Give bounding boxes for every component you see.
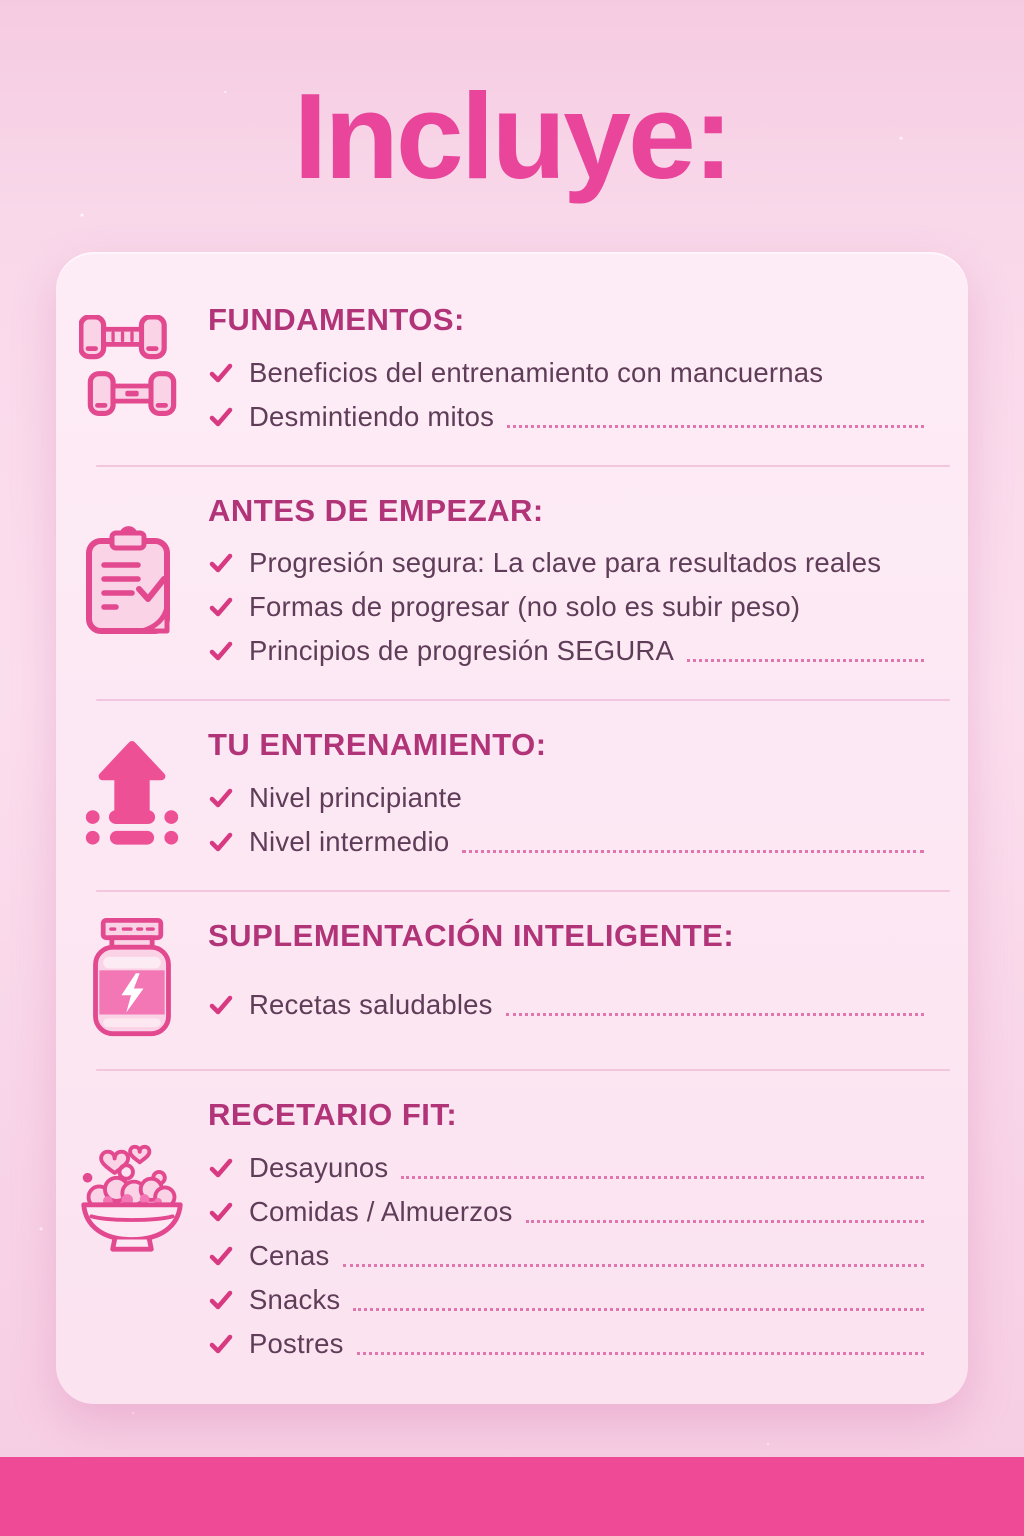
dotted-leader	[462, 850, 924, 853]
checklist	[208, 776, 930, 864]
dotted-leader	[506, 1013, 924, 1016]
section-suplementacion	[56, 892, 968, 1069]
footer-bar	[0, 1457, 1024, 1536]
checklist-item	[208, 351, 930, 395]
checklist-item-label: Desayunos	[249, 1151, 389, 1183]
checklist-item-label: Recetas saludables	[249, 988, 493, 1020]
checklist-item	[208, 1278, 930, 1322]
checklist-item-label: Comidas / Almuerzos	[249, 1195, 513, 1227]
checklist	[208, 541, 930, 673]
check-icon	[208, 785, 234, 811]
checklist-item	[208, 1190, 930, 1234]
checklist-item-label: Cenas	[249, 1239, 330, 1271]
dotted-leader	[687, 659, 924, 662]
section-antes-de-empezar	[56, 467, 968, 700]
check-icon	[208, 829, 234, 855]
check-icon	[208, 992, 234, 1018]
checklist	[208, 351, 930, 439]
checklist-item-label: Formas de progresar (no solo es subir peso)	[249, 591, 801, 623]
checklist-item-label: Postres	[249, 1327, 344, 1359]
checklist-item	[208, 820, 930, 864]
dotted-leader	[401, 1176, 924, 1179]
check-icon	[208, 404, 234, 430]
check-icon	[208, 1155, 234, 1181]
section-title: ANTES DE EMPEZAR:	[208, 492, 544, 528]
clipboard-checklist-icon	[82, 525, 182, 642]
dotted-leader	[507, 425, 924, 428]
checklist-item-label: Snacks	[249, 1283, 341, 1315]
dotted-leader	[343, 1264, 925, 1267]
checklist-item-label: Nivel intermedio	[249, 826, 450, 858]
check-icon	[208, 1243, 234, 1269]
checklist-item-label: Nivel principiante	[249, 782, 463, 814]
checklist-item	[208, 585, 930, 629]
checklist-item	[208, 776, 930, 820]
section-recetario-fit	[56, 1071, 968, 1392]
checklist-item-label: Progresión segura: La clave para resultados reales	[249, 547, 882, 579]
section-tu-entrenamiento	[56, 701, 968, 890]
checklist-item	[208, 629, 930, 673]
check-icon	[208, 1331, 234, 1357]
checklist-item	[208, 1146, 930, 1190]
dotted-leader	[357, 1352, 924, 1355]
content-card	[56, 252, 968, 1404]
check-icon	[208, 638, 234, 664]
checklist-item	[208, 395, 930, 439]
checklist-item-label: Desmintiendo mitos	[249, 400, 495, 432]
section-title: FUNDAMENTOS:	[208, 302, 465, 338]
checklist-item	[208, 1234, 930, 1278]
checklist-item	[208, 1322, 930, 1366]
section-title: SUPLEMENTACIÓN INTELIGENTE:	[208, 918, 735, 954]
food-bowl-icon	[76, 1143, 188, 1260]
checklist-item	[208, 541, 930, 585]
arrow-up-icon	[82, 738, 182, 853]
dumbbells-icon	[79, 315, 185, 426]
dotted-leader	[526, 1220, 924, 1223]
check-icon	[208, 550, 234, 576]
checklist	[208, 983, 930, 1043]
section-title: RECETARIO FIT:	[208, 1097, 458, 1133]
section-fundamentos	[56, 276, 968, 465]
page-title: Incluye:	[293, 68, 731, 204]
check-icon	[208, 1199, 234, 1225]
section-title: TU ENTRENAMIENTO:	[208, 727, 547, 763]
checklist	[208, 1146, 930, 1366]
checklist-item-label: Principios de progresión SEGURA	[249, 635, 674, 667]
check-icon	[208, 360, 234, 386]
checklist-item	[208, 983, 930, 1027]
supplement-jar-icon	[84, 918, 180, 1043]
check-icon	[208, 1287, 234, 1313]
dotted-leader	[353, 1308, 924, 1311]
check-icon	[208, 594, 234, 620]
checklist-item-label: Beneficios del entrenamiento con mancuernas	[249, 356, 824, 388]
